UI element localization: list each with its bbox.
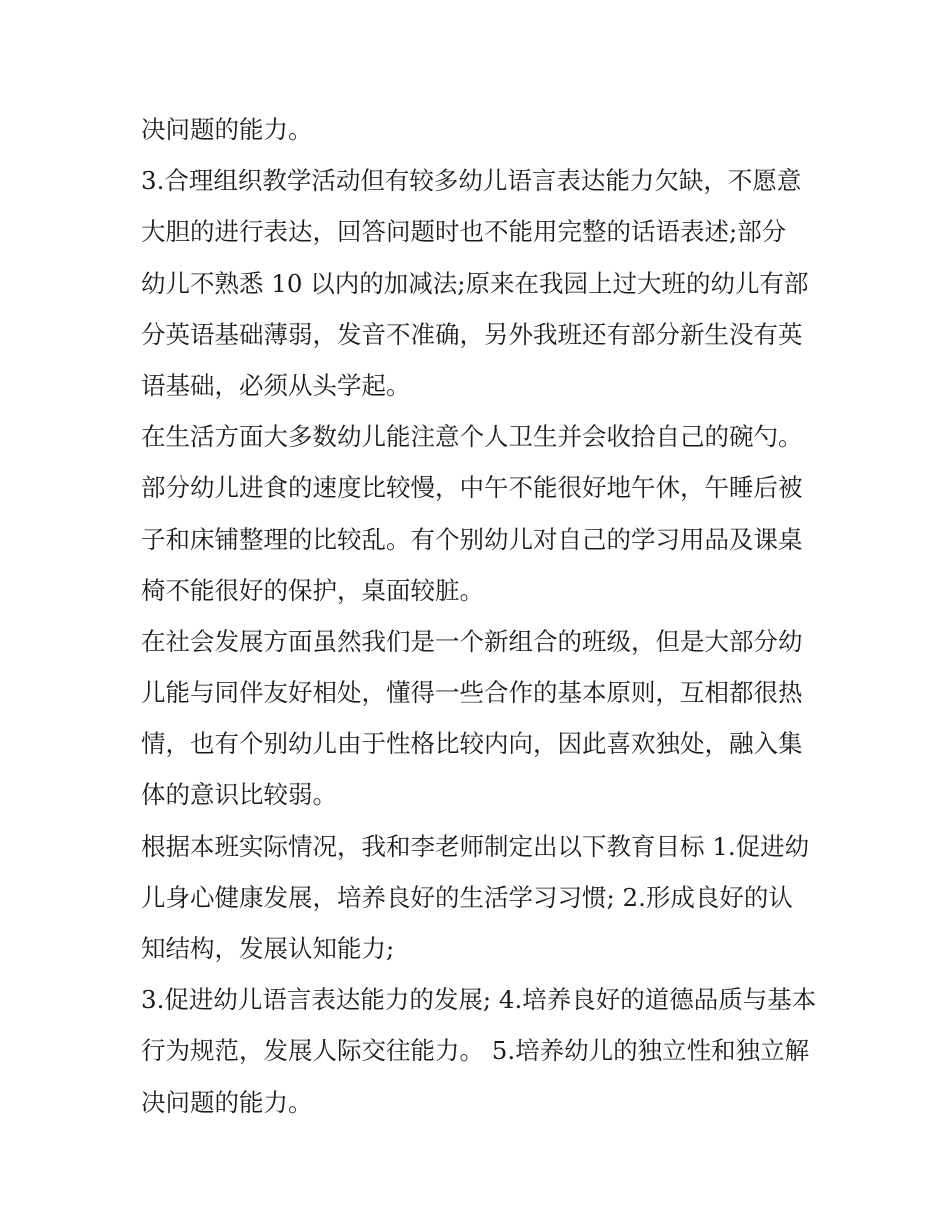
text-line: 决问题的能力。 xyxy=(141,115,313,144)
document-body xyxy=(141,104,821,1128)
text-line: 椅不能很好的保护，桌面较脏。 xyxy=(141,575,484,605)
text-line: 分英语基础薄弱，发音不准确，另外我班还有部分新生没有英 xyxy=(141,319,803,349)
text-line: 决问题的能力。 xyxy=(141,1087,313,1117)
text-line: 体的意识比较弱。 xyxy=(141,780,337,810)
text-line: 根据本班实际情况，我和李老师制定出以下教育目标 1.促进幼 xyxy=(141,831,810,861)
text-line: 幼儿不熟悉 10 以内的加减法;原来在我园上过大班的幼儿有部 xyxy=(141,268,809,298)
text-line: 儿能与同伴友好相处，懂得一些合作的基本原则，互相都很热 xyxy=(141,678,803,708)
text-line: 儿身心健康发展，培养良好的生活学习习惯; 2.形成良好的认 xyxy=(141,882,793,912)
text-line: 在生活方面大多数幼儿能注意个人卫生并会收拾自己的碗勺。 xyxy=(141,422,803,452)
text-line: 3.促进幼儿语言表达能力的发展; 4.培养良好的道德品质与基本 xyxy=(141,985,817,1015)
text-line: 3.合理组织教学活动但有较多幼儿语言表达能力欠缺，不愿意 xyxy=(141,166,802,196)
text-line: 情，也有个别幼儿由于性格比较内向，因此喜欢独处，融入集 xyxy=(141,729,803,759)
text-line: 语基础，必须从头学起。 xyxy=(141,370,411,400)
text-line: 行为规范，发展人际交往能力。 5.培养幼儿的独立性和独立解 xyxy=(141,1036,810,1066)
text-line: 大胆的进行表达，回答问题时也不能用完整的话语表述;部分 xyxy=(141,217,787,247)
text-line: 在社会发展方面虽然我们是一个新组合的班级，但是大部分幼 xyxy=(141,626,803,656)
text-line: 部分幼儿进食的速度比较慢，中午不能很好地午休，午睡后被 xyxy=(141,473,803,503)
text-line: 知结构，发展认知能力; xyxy=(141,934,395,963)
text-line: 子和床铺整理的比较乱。有个别幼儿对自己的学习用品及课桌 xyxy=(141,524,803,554)
